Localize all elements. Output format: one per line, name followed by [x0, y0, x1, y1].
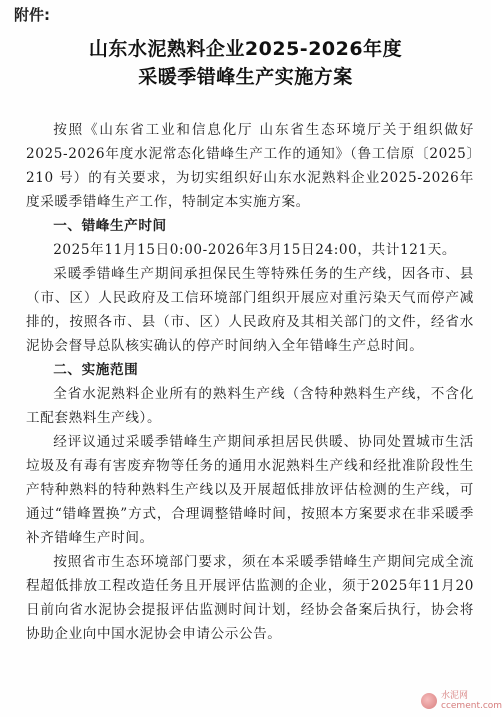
- section-heading-time: 一、错峰生产时间: [53, 218, 167, 234]
- intro-paragraph: 按照《山东省工业和信息化厅 山东省生态环境厅关于组织做好2025-2026年度水泥常态化错峰生产工作的通知》（鲁工信原〔2025〕210 号）的有关要求，为切实组织好山东水泥熟料企业2025-2026年度采暖季错峰生产工作，特制定本实施方案。: [26, 122, 474, 210]
- document-title-line1: 山东水泥熟料企业2025-2026年度: [88, 38, 403, 60]
- watermark-site-name: 水泥网: [441, 691, 469, 701]
- section-heading-scope: 二、实施范围: [53, 362, 139, 378]
- site-watermark: [421, 691, 502, 711]
- watermark-site-url: ccement.com: [441, 701, 502, 711]
- watermark-logo-icon: [421, 693, 437, 709]
- document-title-line2: 采暖季错峰生产实施方案: [138, 66, 353, 88]
- section-time-paragraph-1: 2025年11月15日0:00-2026年3月15日24:00，共计121天。: [53, 242, 457, 258]
- document-body: [26, 118, 474, 646]
- section-scope-paragraph-1: 全省水泥熟料企业所有的熟料生产线（含特种熟料生产线，不含化工配套熟料生产线）。: [26, 386, 474, 426]
- section-time-paragraph-2: 采暖季错峰生产期间承担保民生等特殊任务的生产线，因各市、县（市、区）人民政府及工信环境部门组织开展应对重污染天气而停产减排的，按照各市、县（市、区）人民政府及其相关部门的文件，经省水泥协会督导总队核实确认的停产时间纳入全年错峰生产总时间。: [26, 266, 474, 354]
- section-scope-paragraph-2: 经评议通过采暖季错峰生产期间承担居民供暖、协同处置城市生活垃圾及有毒有害废弃物等任务的通用水泥熟料生产线和经批准阶段性生产特种熟料的特种熟料生产线以及开展超低排放评估检测的生产线，可通过“错峰置换”方式，合理调整错峰时间，按照本方案要求在非采暖季补齐错峰生产时间。: [26, 434, 474, 546]
- section-scope-paragraph-3: 按照省市生态环境部门要求，须在本采暖季错峰生产期间完成全流程超低排放工程改造任务且开展评估监测的企业，须于2025年11月20日前向省水泥协会提报评估监测时间计划，经协会备案后执行，协会将协助企业向中国水泥协会申请公示公告。: [26, 554, 474, 642]
- attachment-label: 附件:: [14, 6, 50, 24]
